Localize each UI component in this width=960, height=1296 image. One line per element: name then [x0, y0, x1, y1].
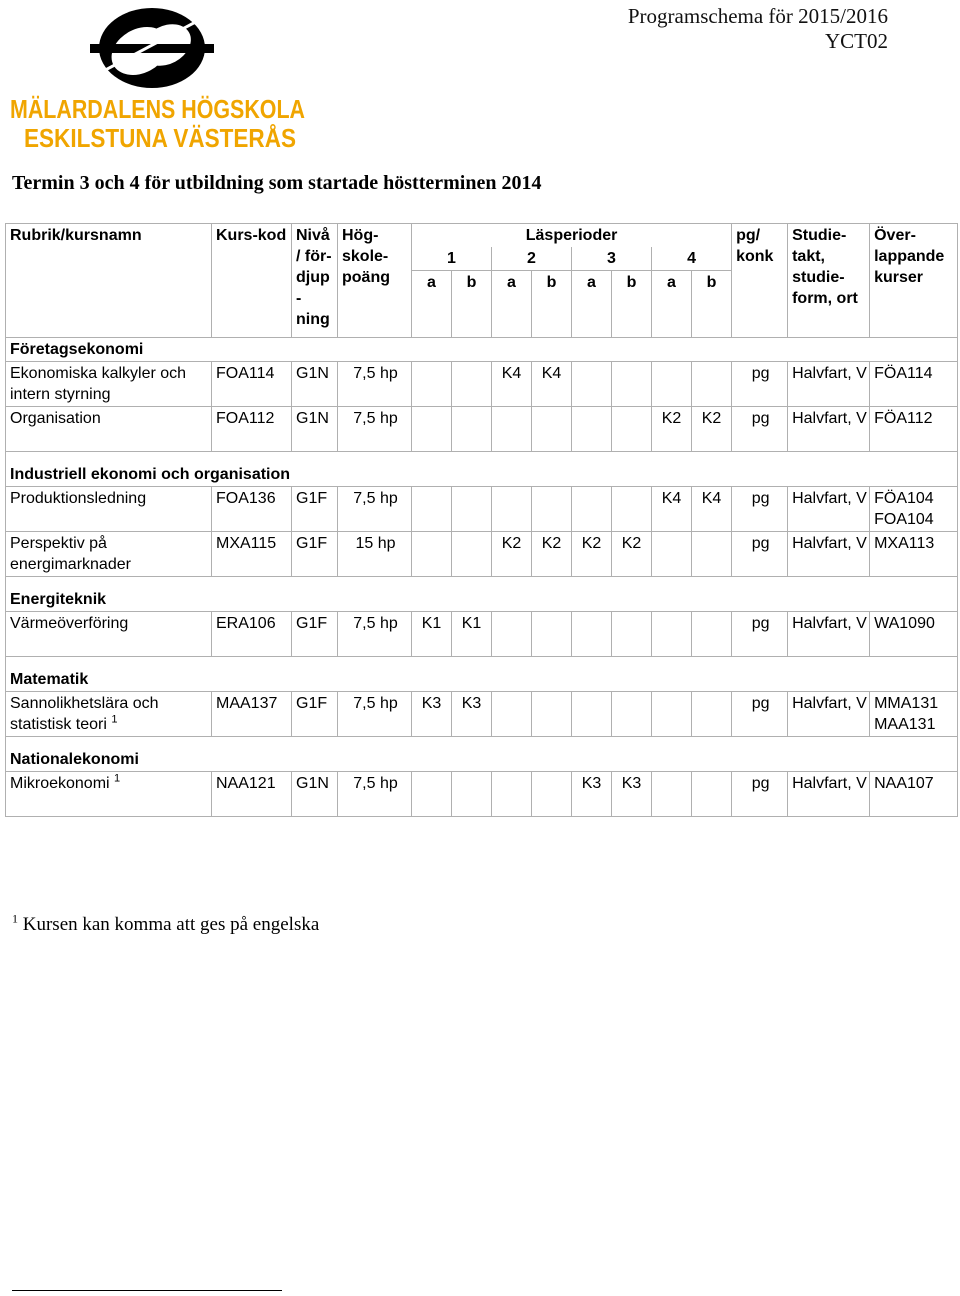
course-pace: Halvfart, V — [788, 407, 870, 452]
course-pace: Halvfart, V — [788, 532, 870, 577]
period-cell — [692, 362, 732, 407]
period-cell — [452, 487, 492, 532]
course-level: G1F — [292, 692, 338, 737]
course-name: Mikroekonomi — [10, 775, 110, 792]
course-name-cell — [6, 407, 212, 452]
period-cell — [652, 772, 692, 817]
half-period-label: a — [572, 271, 612, 338]
course-pace: Halvfart, V — [788, 362, 870, 407]
period-cell: K2 — [572, 532, 612, 577]
logo-emblem — [10, 2, 310, 152]
period-number: 4 — [652, 247, 732, 271]
period-cell — [692, 532, 732, 577]
document-header — [628, 4, 888, 54]
period-cell: K4 — [492, 362, 532, 407]
course-overlap: FÖA114 — [870, 362, 958, 407]
course-pace: Halvfart, V — [788, 772, 870, 817]
course-level: G1N — [292, 407, 338, 452]
course-row — [6, 407, 958, 452]
course-credits: 7,5 hp — [338, 692, 412, 737]
course-code: ERA106 — [212, 612, 292, 657]
course-name-cell — [6, 772, 212, 817]
course-name-cell — [6, 612, 212, 657]
period-cell — [532, 692, 572, 737]
period-cell — [412, 487, 452, 532]
course-name: Organisation — [10, 410, 101, 427]
period-cell — [572, 407, 612, 452]
period-cell — [692, 612, 732, 657]
course-level: G1F — [292, 612, 338, 657]
header-level: Nivå / för-djup -ning — [292, 224, 338, 338]
category-row — [6, 452, 958, 487]
period-cell — [652, 692, 692, 737]
footnote-ref: 1 — [114, 772, 121, 785]
course-credits: 7,5 hp — [338, 772, 412, 817]
footnote-rule — [12, 1290, 282, 1291]
category-row — [6, 577, 958, 612]
course-name: Ekonomiska kalkyler och intern styrning — [10, 365, 187, 403]
period-cell — [492, 612, 532, 657]
course-pg: pg — [732, 487, 788, 532]
period-cell — [652, 612, 692, 657]
category-row — [6, 657, 958, 692]
period-number: 2 — [492, 247, 572, 271]
period-cell — [532, 407, 572, 452]
course-name: Sannolikhetslära och statistisk teori — [10, 695, 159, 733]
period-cell — [452, 772, 492, 817]
period-cell: K2 — [692, 407, 732, 452]
period-cell: K4 — [692, 487, 732, 532]
course-pg: pg — [732, 362, 788, 407]
period-cell — [412, 407, 452, 452]
course-row — [6, 362, 958, 407]
course-credits: 7,5 hp — [338, 612, 412, 657]
course-code: MXA115 — [212, 532, 292, 577]
course-row — [6, 772, 958, 817]
course-level: G1F — [292, 487, 338, 532]
course-level: G1N — [292, 362, 338, 407]
half-period-label: b — [612, 271, 652, 338]
period-cell: K2 — [532, 532, 572, 577]
category-title: Företagsekonomi — [6, 338, 958, 362]
header-overlap: Över-lappande kurser — [870, 224, 958, 338]
course-pace: Halvfart, V — [788, 612, 870, 657]
course-code: FOA112 — [212, 407, 292, 452]
period-cell: K3 — [412, 692, 452, 737]
category-title: Matematik — [6, 657, 958, 692]
course-pace: Halvfart, V — [788, 487, 870, 532]
period-cell: K3 — [452, 692, 492, 737]
logo-line-2: ESKILSTUNA VÄSTERÅS — [24, 123, 296, 153]
course-code: FOA136 — [212, 487, 292, 532]
period-cell: K4 — [532, 362, 572, 407]
course-overlap: WA1090 — [870, 612, 958, 657]
category-title: Nationalekonomi — [6, 737, 958, 772]
category-row — [6, 338, 958, 362]
period-cell — [572, 362, 612, 407]
period-cell — [612, 612, 652, 657]
course-credits: 7,5 hp — [338, 407, 412, 452]
header-credits: Hög-skole-poäng — [338, 224, 412, 338]
half-period-label: a — [652, 271, 692, 338]
period-cell: K2 — [652, 407, 692, 452]
header-course: Rubrik/kursnamn — [6, 224, 212, 338]
period-cell: K3 — [612, 772, 652, 817]
header-line-1: Programschema för 2015/2016 — [627, 4, 888, 28]
course-overlap: FÖA112 — [870, 407, 958, 452]
course-pg: pg — [732, 612, 788, 657]
course-code: NAA121 — [212, 772, 292, 817]
period-cell: K1 — [452, 612, 492, 657]
period-cell: K4 — [652, 487, 692, 532]
course-level: G1N — [292, 772, 338, 817]
period-cell — [532, 487, 572, 532]
course-code: MAA137 — [212, 692, 292, 737]
period-cell — [492, 407, 532, 452]
period-cell — [572, 612, 612, 657]
schedule-table — [5, 223, 958, 817]
page-title: Termin 3 och 4 för utbildning som startade höstterminen 2014 — [12, 172, 542, 194]
half-period-label: b — [692, 271, 732, 338]
university-logo — [10, 2, 310, 152]
course-name-cell — [6, 692, 212, 737]
header-periods: Läsperioder — [412, 224, 732, 248]
course-pg: pg — [732, 692, 788, 737]
period-cell — [572, 487, 612, 532]
period-cell — [452, 532, 492, 577]
footnote — [12, 911, 320, 936]
period-cell — [492, 692, 532, 737]
period-cell — [452, 362, 492, 407]
period-cell: K2 — [612, 532, 652, 577]
footnote-ref: 1 — [111, 713, 118, 726]
course-level: G1F — [292, 532, 338, 577]
course-pace: Halvfart, V — [788, 692, 870, 737]
course-name-cell — [6, 532, 212, 577]
course-overlap: MXA113 — [870, 532, 958, 577]
period-cell: K1 — [412, 612, 452, 657]
header-row — [6, 224, 958, 248]
period-cell — [652, 532, 692, 577]
header-code: Kurs-kod — [212, 224, 292, 338]
period-cell — [612, 487, 652, 532]
period-cell — [412, 772, 452, 817]
course-credits: 7,5 hp — [338, 487, 412, 532]
period-cell — [572, 692, 612, 737]
period-cell: K3 — [572, 772, 612, 817]
course-pg: pg — [732, 532, 788, 577]
course-row — [6, 692, 958, 737]
course-pg: pg — [732, 407, 788, 452]
footnote-text: Kursen kan komma att ges på engelska — [22, 914, 320, 935]
course-name: Värmeöverföring — [10, 615, 129, 632]
course-overlap: NAA107 — [870, 772, 958, 817]
category-row — [6, 737, 958, 772]
course-name: Produktionsledning — [10, 490, 147, 507]
course-name-cell — [6, 362, 212, 407]
course-pg: pg — [732, 772, 788, 817]
course-overlap: FÖA104 FOA104 — [870, 487, 958, 532]
half-period-label: a — [412, 271, 452, 338]
course-row — [6, 612, 958, 657]
period-cell — [452, 407, 492, 452]
course-credits: 7,5 hp — [338, 362, 412, 407]
period-cell — [412, 532, 452, 577]
half-period-label: b — [452, 271, 492, 338]
course-name: Perspektiv på energimarknader — [10, 535, 131, 573]
course-overlap: MMA131 MAA131 — [870, 692, 958, 737]
category-title: Energiteknik — [6, 577, 958, 612]
course-name-cell — [6, 487, 212, 532]
header-line-2: YCT02 — [825, 29, 888, 53]
header-pace: Studie-takt, studie-form, ort — [788, 224, 870, 338]
period-cell — [492, 487, 532, 532]
period-cell: K2 — [492, 532, 532, 577]
period-cell — [412, 362, 452, 407]
period-cell — [492, 772, 532, 817]
half-period-label: b — [532, 271, 572, 338]
footnote-mark: 1 — [12, 911, 18, 926]
period-cell — [692, 692, 732, 737]
period-number: 1 — [412, 247, 492, 271]
half-period-label: a — [492, 271, 532, 338]
period-cell — [612, 362, 652, 407]
course-row — [6, 487, 958, 532]
period-cell — [612, 692, 652, 737]
period-cell — [532, 612, 572, 657]
period-cell — [652, 362, 692, 407]
period-cell — [532, 772, 572, 817]
course-code: FOA114 — [212, 362, 292, 407]
category-title: Industriell ekonomi och organisation — [6, 452, 958, 487]
period-cell — [612, 407, 652, 452]
course-credits: 15 hp — [338, 532, 412, 577]
period-cell — [692, 772, 732, 817]
logo-line-1: MÄLARDALENS HÖGSKOLA — [10, 94, 306, 124]
header-pg: pg/ konk — [732, 224, 788, 338]
period-number: 3 — [572, 247, 652, 271]
course-row — [6, 532, 958, 577]
